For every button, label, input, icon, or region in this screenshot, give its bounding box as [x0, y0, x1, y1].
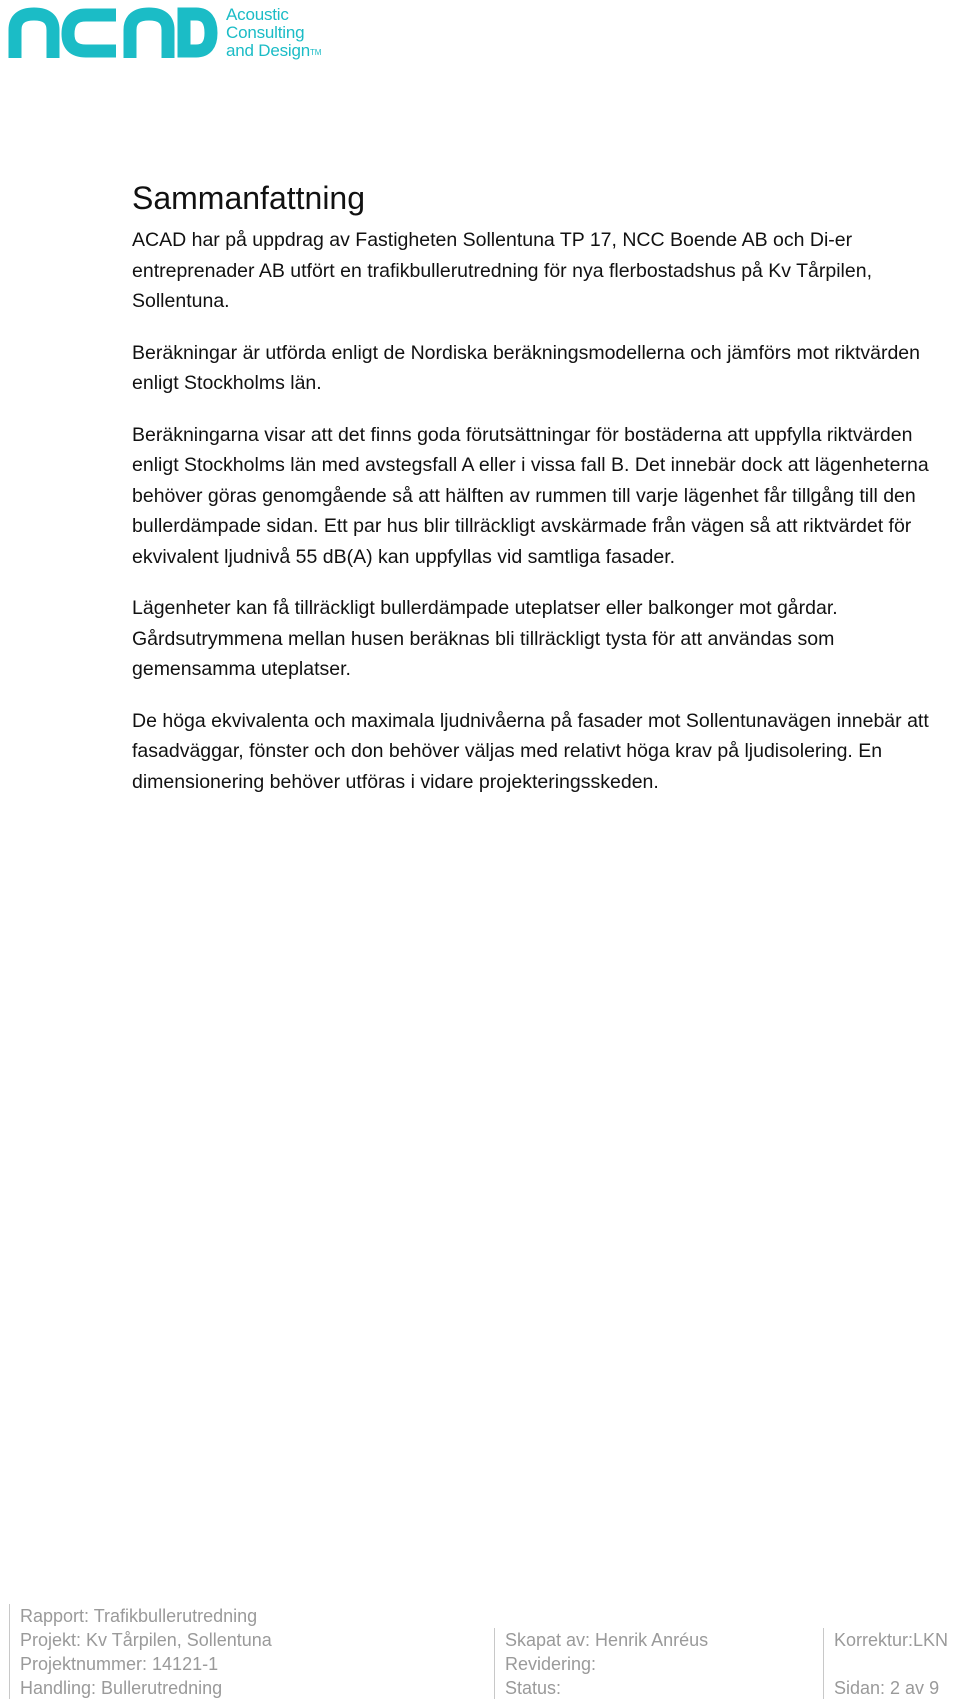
footer-project-number: Projektnummer: 14121-1 — [20, 1654, 219, 1674]
logo-line-3: and Design — [226, 41, 311, 60]
paragraph-4: Lägenheter kan få tillräckligt bullerdämpade uteplatser eller balkonger mot gårdar. Gårdsutrymmena mellan husen beräknas bli tillräckligt tysta för att användas som gemensamma uteplatser. — [132, 597, 838, 680]
footer-handling: Handling: Bullerutredning — [20, 1678, 223, 1698]
footer-page-info — [823, 1628, 948, 1699]
page-footer — [0, 1598, 960, 1699]
summary-body — [132, 225, 942, 818]
logo-wordmark — [226, 6, 321, 60]
trademark-symbol: TM — [310, 48, 322, 57]
page-title: Sammanfattning — [132, 180, 366, 216]
footer-created-by: Skapat av: Henrik Anréus — [505, 1630, 709, 1650]
paragraph-2: Beräkningar är utförda enligt de Nordiska beräkningsmodellerna och jämförs mot riktvärden enligt Stockholms län. — [132, 341, 920, 394]
footer-blank — [834, 1652, 948, 1676]
footer-status: Status: — [505, 1678, 562, 1698]
footer-proofread: Korrektur:LKN — [834, 1630, 949, 1650]
paragraph-3: Beräkningarna visar att det finns goda förutsättningar för bostäderna att uppfylla riktvärden enligt Stockholms län med avstegsfall A eller i vissa fall B. Det innebär dock att lägenheterna behöver göras genomgående så att hälften av rummen till varje lägenhet får tillgång till den bullerdämpade sidan. Ett par hus blir tillräckligt avskärmade från vägen så att riktvärdet för ekvivalent ljudnivå 55 dB(A) kan uppfyllas vid samtliga fasader. — [132, 423, 929, 568]
footer-report-info — [9, 1604, 272, 1699]
footer-revision: Revidering: — [505, 1654, 597, 1674]
logo-line-2: Consulting — [226, 23, 305, 42]
footer-page-number: Sidan: 2 av 9 — [834, 1678, 940, 1698]
paragraph-5: De höga ekvivalenta och maximala ljudnivåerna på fasader mot Sollentunavägen innebär att fasadväggar, fönster och don behöver väljas med relativt höga krav på ljudisolering. En dimensionering behöver utföras i vidare projekteringsskeden. — [132, 709, 929, 793]
footer-author-info — [494, 1628, 708, 1699]
footer-project: Projekt: Kv Tårpilen, Sollentuna — [20, 1630, 272, 1650]
footer-report: Rapport: Trafikbullerutredning — [20, 1606, 258, 1626]
company-logo — [8, 4, 328, 62]
acad-logo-mark — [8, 6, 218, 58]
logo-line-1: Acoustic — [226, 5, 289, 24]
paragraph-1: ACAD har på uppdrag av Fastigheten Sollentuna TP 17, NCC Boende AB och Di-er entreprenader AB utfört en trafikbullerutredning för nya flerbostadshus på Kv Tårpilen, Sollentuna. — [132, 229, 872, 312]
